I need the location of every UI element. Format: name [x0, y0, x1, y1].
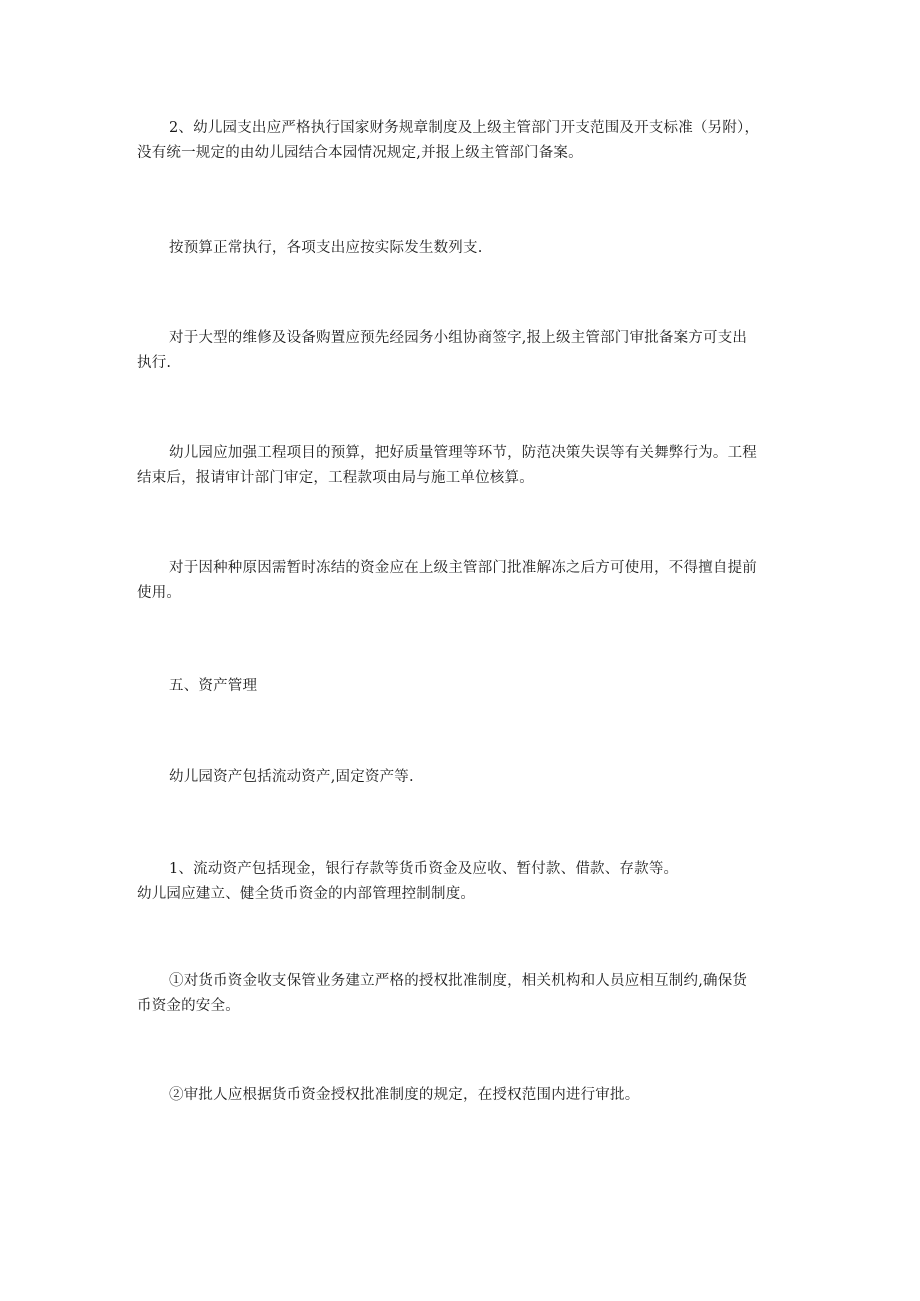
paragraph-repair-purchase — [137, 326, 787, 376]
text-line: 没有统一规定的由幼儿园结合本园情况规定,并报上级主管部门备案。 — [137, 145, 583, 161]
text-line: 币资金的安全。 — [137, 998, 240, 1014]
paragraph-frozen-funds — [137, 556, 787, 606]
text-line: 对于因种种原因需暂时冻结的资金应在上级主管部门批准解冻之后方可使用，不得擅自提前 — [169, 560, 757, 576]
paragraph-current-assets — [137, 857, 787, 907]
text-line: ①对货币资金收支保管业务建立严格的授权批准制度，相关机构和人员应相互制约,确保货 — [169, 973, 748, 989]
section-heading-asset-management — [137, 674, 787, 699]
paragraph-engineering-budget — [137, 441, 787, 491]
text-line: 使用。 — [137, 585, 182, 601]
section-heading: 五、资产管理 — [169, 678, 258, 694]
text-line: 幼儿园资产包括流动资产,固定资产等. — [169, 769, 414, 785]
paragraph-expenditure-rules — [137, 116, 787, 166]
text-line: 幼儿园应加强工程项目的预算，把好质量管理等环节，防范决策失误等有关舞弊行为。工程 — [169, 445, 757, 461]
paragraph-authorization-system — [137, 969, 787, 1019]
text-line: 按预算正常执行，各项支出应按实际发生数列支. — [169, 240, 483, 256]
text-line: 幼儿园应建立、健全货币资金的内部管理控制制度。 — [137, 886, 476, 902]
text-line: 对于大型的维修及设备购置应预先经园务小组协商签字,报上级主管部门审批备案方可支出 — [169, 330, 748, 346]
text-line: 结束后，报请审计部门审定，工程款项由局与施工单位核算。 — [137, 470, 534, 486]
text-line: 执行. — [137, 355, 172, 371]
paragraph-asset-types — [137, 765, 787, 790]
text-line: 2、幼儿园支出应严格执行国家财务规章制度及上级主管部门开支范围及开支标准（另附）， — [169, 120, 760, 136]
text-line: 1、流动资产包括现金，银行存款等货币资金及应收、暂付款、借款、存款等。 — [169, 861, 679, 877]
text-line: ②审批人应根据货币资金授权批准制度的规定，在授权范围内进行审批。 — [169, 1087, 640, 1103]
paragraph-budget-execution — [137, 236, 787, 261]
paragraph-approval-scope — [137, 1083, 787, 1108]
